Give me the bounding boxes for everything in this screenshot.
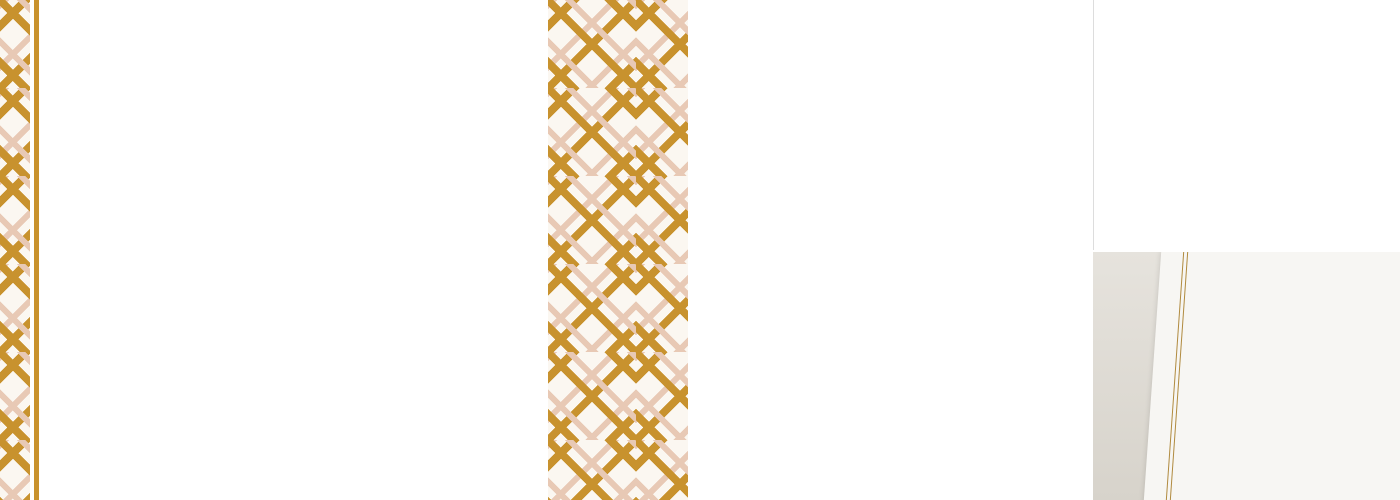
chevron-pattern-divider [548,0,688,500]
menu-panel-drinks [0,0,548,500]
appetizer-menu-photo [1093,252,1400,500]
menu-panel-breakfast [688,0,1093,500]
gold-rule [34,0,39,500]
menu-panel-brunch [1093,0,1400,250]
paper-sheet [1125,252,1400,500]
coffee-options [702,0,1087,40]
chevron-border-left [0,0,30,500]
